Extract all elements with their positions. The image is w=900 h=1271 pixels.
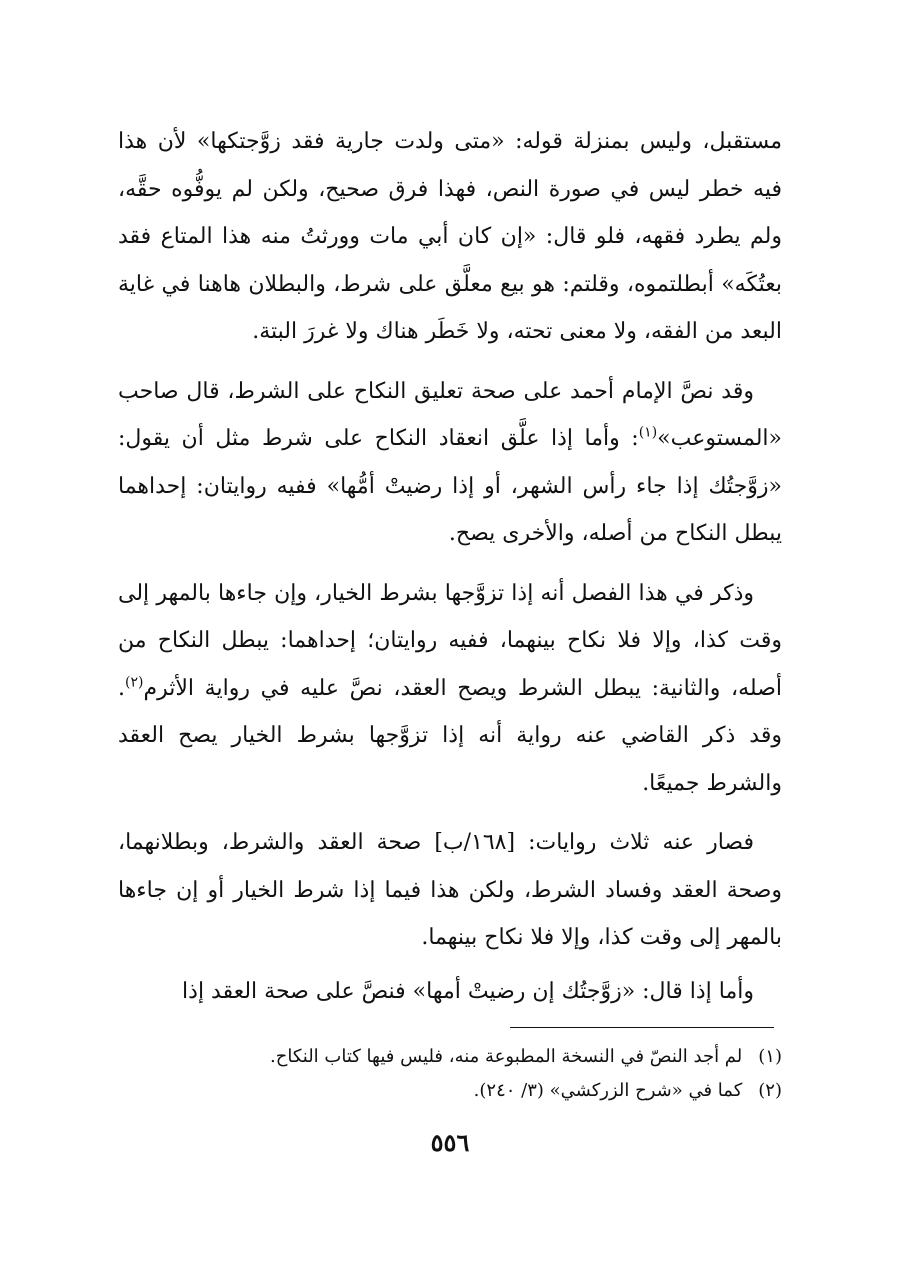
paragraph-5 [118,968,782,1016]
paragraph-2-text-a: وقد نصَّ الإمام أحمد على صحة تعليق النكاح على الشرط، قال صاحب «المستوعب» [118,378,782,451]
page-number: ٥٥٦ [430,1128,470,1157]
footnote-ref-2[interactable]: (٢) [125,674,144,691]
footnote-1 [118,1040,782,1074]
footnote-2-text: كما في «شرح الزركشي» (٣/ ٢٤٠). [473,1080,743,1101]
footnote-2-number: (٢) [758,1080,782,1101]
paragraph-1-text: مستقبل، وليس بمنزلة قوله: «متى ولدت جارية فقد زوَّجتكها» لأن هذا فيه خطر ليس في صورة النص، فهذا فرق صحيح، ولكن لم يوفُّوه حقَّه، ولم يطرد فقهه، فلو قال: «إن كان أبي مات وورثتُ منه هذا المتاع فقد بعتُكَه» أبطلتموه، وقلتم: هو بيع معلَّق على شرط، والبطلان هاهنا في غاية البعد من الفقه، ولا معنى تحته، ولا خَطَر هناك ولا غررَ البتة. [118,129,782,344]
footnotes [118,1040,782,1108]
paragraph-3-text-a: وذكر في هذا الفصل أنه إذا تزوَّجها بشرط الخيار، وإن جاءها بالمهر إلى وقت كذا، وإلا فلا نكاح بينهما، ففيه روايتان؛ إحداهما: يبطل النكاح من أصله، والثانية: يبطل الشرط ويصح العقد، نصَّ عليه في رواية الأثرم [118,580,782,701]
footnote-1-text: لم أجد النصّ في النسخة المطبوعة منه، فليس فيها كتاب النكاح. [270,1046,743,1067]
footnote-2 [118,1074,782,1108]
paragraph-1 [118,118,782,356]
paragraph-3-text-b: . وقد ذكر القاضي عنه رواية أنه إذا تزوَّجها بشرط الخيار يصح العقد والشرط جميعًا. [118,675,782,796]
paragraph-4-text: فصار عنه ثلاث روايات: [١٦٨/ب] صحة العقد والشرط، وبطلانهما، وصحة العقد وفساد الشرط، ولكن هذا فيما إذا شرط الخيار أو إن جاءها بالمهر إلى وقت كذا، وإلا فلا نكاح بينهما. [118,830,782,950]
footnote-1-number: (١) [758,1046,782,1067]
main-text [118,118,782,1015]
paragraph-3 [118,570,782,808]
footnote-ref-1[interactable]: (١) [638,424,658,441]
paragraph-2 [118,368,782,558]
footnote-divider [510,1027,774,1028]
paragraph-5-text: وأما إذا قال: «زوَّجتُك إن رضيتْ أمها» فنصَّ على صحة العقد إذا [182,978,754,1004]
paragraph-2-text-b: : وأما إذا علَّق انعقاد النكاح على شرط مثل أن يقول: «زوَّجتُك إذا جاء رأس الشهر، أو إذا رضيتْ أمُّها» ففيه روايتان: إحداهما يبطل النكاح من أصله، والأخرى يصح. [118,426,782,546]
paragraph-4 [118,819,782,962]
